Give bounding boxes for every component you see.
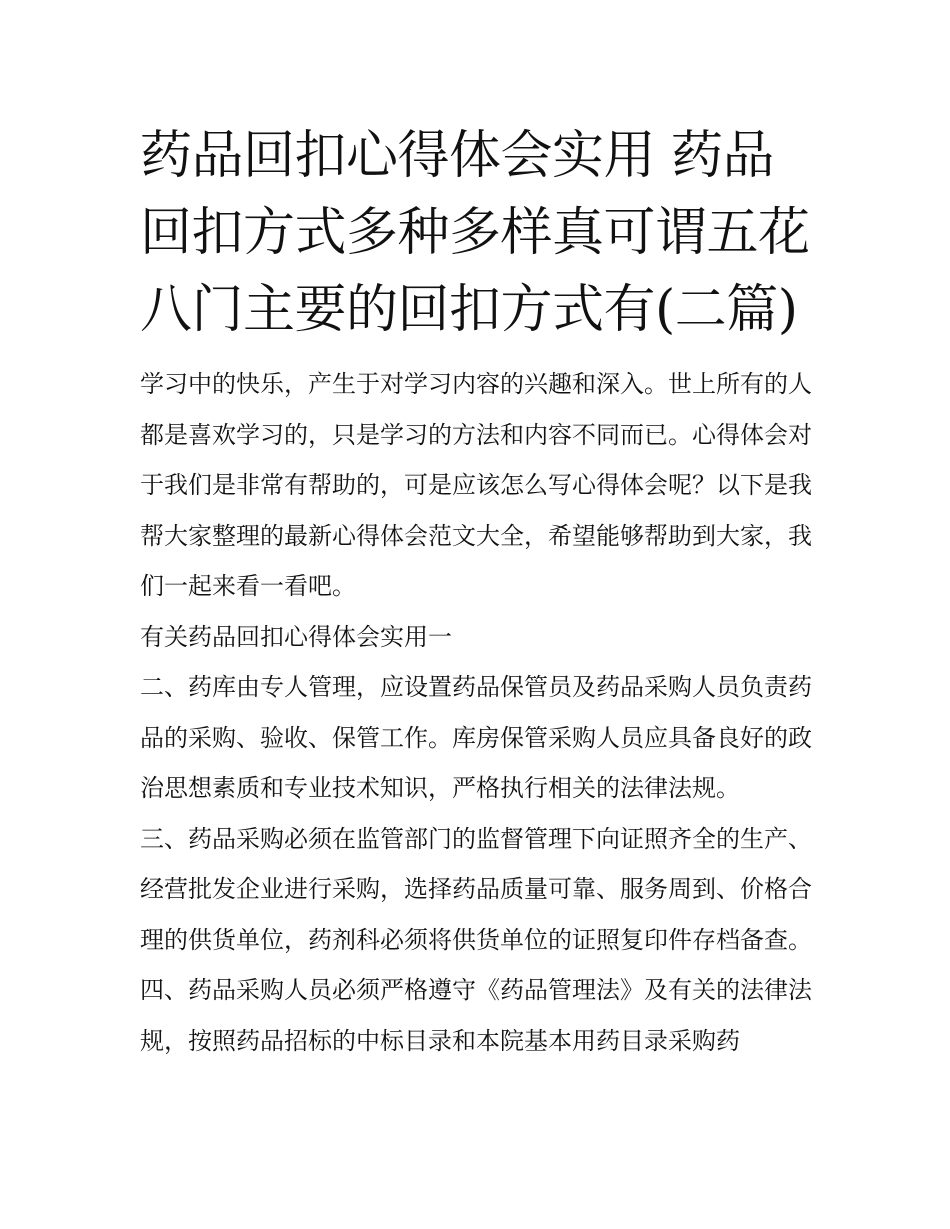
document-page: [140, 118, 812, 1066]
document-title: 药品回扣心得体会实用 药品回扣方式多种多样真可谓五花八门主要的回扣方式有(二篇): [140, 126, 810, 340]
paragraph-intro: 学习中的快乐，产生于对学习内容的兴趣和深入。世上所有的人都是喜欢学习的，只是学习的方法和内容不同而已。心得体会对于我们是非常有帮助的，可是应该怎么写心得体会呢？以下是我帮大家整理的最新心得体会范文大全，希望能够帮助到大家，我们一起来看一看吧。: [140, 370, 812, 600]
paragraph-item-4: 四、药品采购人员必须严格遵守《药品管理法》及有关的法律法规，按照药品招标的中标目录和本院基本用药目录采购药: [140, 976, 812, 1055]
section-heading: 有关药品回扣心得体会实用一: [140, 622, 452, 651]
paragraph-item-2: 二、药库由专人管理，应设置药品保管员及药品采购人员负责药品的采购、验收、保管工作。库房保管采购人员应具备良好的政治思想素质和专业技术知识，严格执行相关的法律法规。: [140, 673, 812, 802]
document-body: [140, 359, 812, 1066]
paragraph-item-3: 三、药品采购必须在监管部门的监督管理下向证照齐全的生产、经营批发企业进行采购，选择药品质量可靠、服务周到、价格合理的供货单位，药剂科必须将供货单位的证照复印件存档备查。: [140, 824, 812, 954]
